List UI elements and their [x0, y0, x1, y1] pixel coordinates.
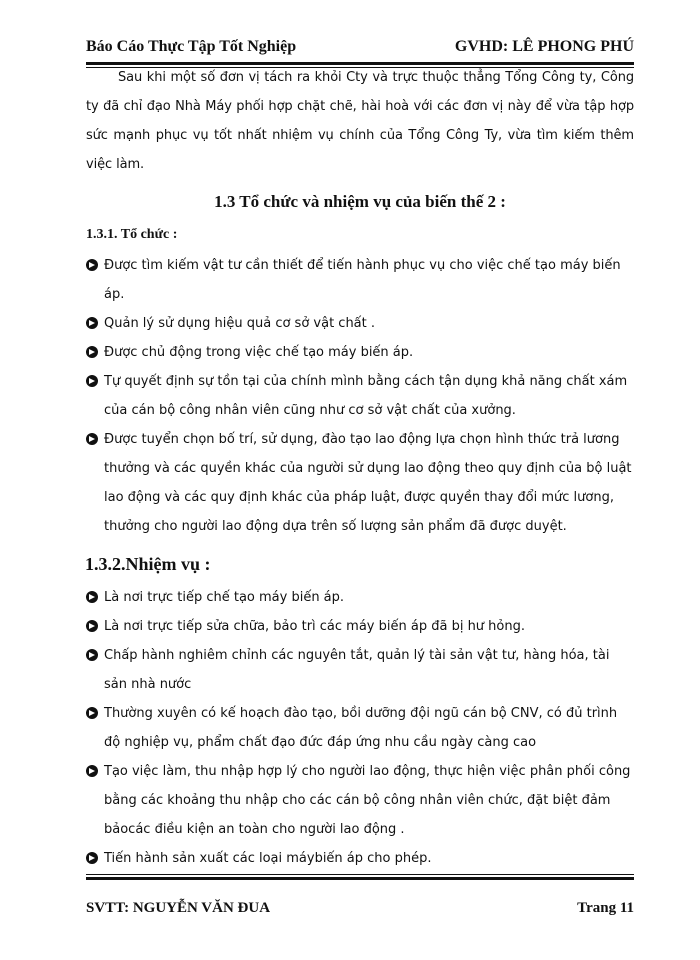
page-number: Trang 11: [577, 900, 634, 916]
list-item: Thường xuyên có kế hoạch đào tạo, bồi dưỡng đội ngũ cán bộ CNV, có đủ trình độ nghiệp vụ, phẩm chất đạo đức đáp ứng nhu cầu ngày càng cao: [86, 699, 634, 757]
bullet-arrow-icon: [86, 259, 98, 271]
organization-heading: 1.3.1. Tổ chức :: [86, 227, 178, 242]
list-item: Quản lý sử dụng hiệu quả cơ sở vật chất .: [86, 309, 634, 338]
bullet-arrow-icon: [86, 765, 98, 777]
page-body: [86, 63, 634, 873]
list-item: Được tuyển chọn bố trí, sử dụng, đào tạo lao động lựa chọn hình thức trả lương thưởng và các quyền khác của người sử dụng lao động theo quy định của bộ luật lao động và các quy định khác của pháp luật, được quyền thay đổi mức lương, thưởng cho người lao động dựa trên số lượng sản phẩm đã được duyệt.: [86, 425, 634, 541]
list-item: Chấp hành nghiêm chỉnh các nguyên tắt, quản lý tài sản vật tư, hàng hóa, tài sản nhà nước: [86, 641, 634, 699]
bullet-arrow-icon: [86, 346, 98, 358]
section-title: 1.3 Tổ chức và nhiệm vụ của biến thế 2 :: [214, 192, 506, 211]
list-item: Được chủ động trong việc chế tạo máy biến áp.: [86, 338, 634, 367]
list-item: Tạo việc làm, thu nhập hợp lý cho người lao động, thực hiện việc phân phối công bằng các khoảng thu nhập cho các cán bộ công nhân viên chức, đặt biệt đảm bảocác điều kiện an toàn cho người lao động .: [86, 757, 634, 844]
bullet-arrow-icon: [86, 375, 98, 387]
duties-list: [86, 583, 634, 873]
list-item: Là nơi trực tiếp sửa chữa, bảo trì các máy biến áp đã bị hư hỏng.: [86, 612, 634, 641]
bullet-arrow-icon: [86, 707, 98, 719]
bullet-arrow-icon: [86, 591, 98, 603]
footer-rule-thick: [86, 877, 634, 880]
bullet-arrow-icon: [86, 317, 98, 329]
footer-rule-thin: [86, 874, 634, 875]
list-item: Tiến hành sản xuất các loại máybiến áp cho phép.: [86, 844, 634, 873]
list-item: Tự quyết định sự tồn tại của chính mình bằng cách tận dụng khả năng chất xám của cán bộ công nhân viên cũng như cơ sở vật chất của xưởng.: [86, 367, 634, 425]
header-advisor: GVHD: LÊ PHONG PHÚ: [454, 38, 634, 55]
bullet-arrow-icon: [86, 433, 98, 445]
bullet-arrow-icon: [86, 649, 98, 661]
header-report-title: Báo Cáo Thực Tập Tốt Nghiệp: [86, 38, 297, 55]
footer-student: SVTT: NGUYỄN VĂN ĐUA: [86, 900, 271, 916]
page-header: [86, 38, 634, 62]
intro-paragraph: Sau khi một số đơn vị tách ra khỏi Cty và trực thuộc thẳng Tổng Công ty, Công ty đã chỉ đạo Nhà Máy phối hợp chặt chẽ, hài hoà với các đơn vị này để vừa tập hợp sức mạnh phục vụ tốt nhất nhiệm vụ chính của Tổng Công Ty, vừa tìm kiếm thêm việc làm.: [86, 70, 634, 172]
duties-heading: 1.3.2.Nhiệm vụ :: [85, 554, 211, 574]
bullet-arrow-icon: [86, 620, 98, 632]
list-item: Là nơi trực tiếp chế tạo máy biến áp.: [86, 583, 634, 612]
organization-list: [86, 251, 634, 541]
bullet-arrow-icon: [86, 852, 98, 864]
list-item: Được tìm kiếm vật tư cần thiết để tiến hành phục vụ cho việc chế tạo máy biến áp.: [86, 251, 634, 309]
